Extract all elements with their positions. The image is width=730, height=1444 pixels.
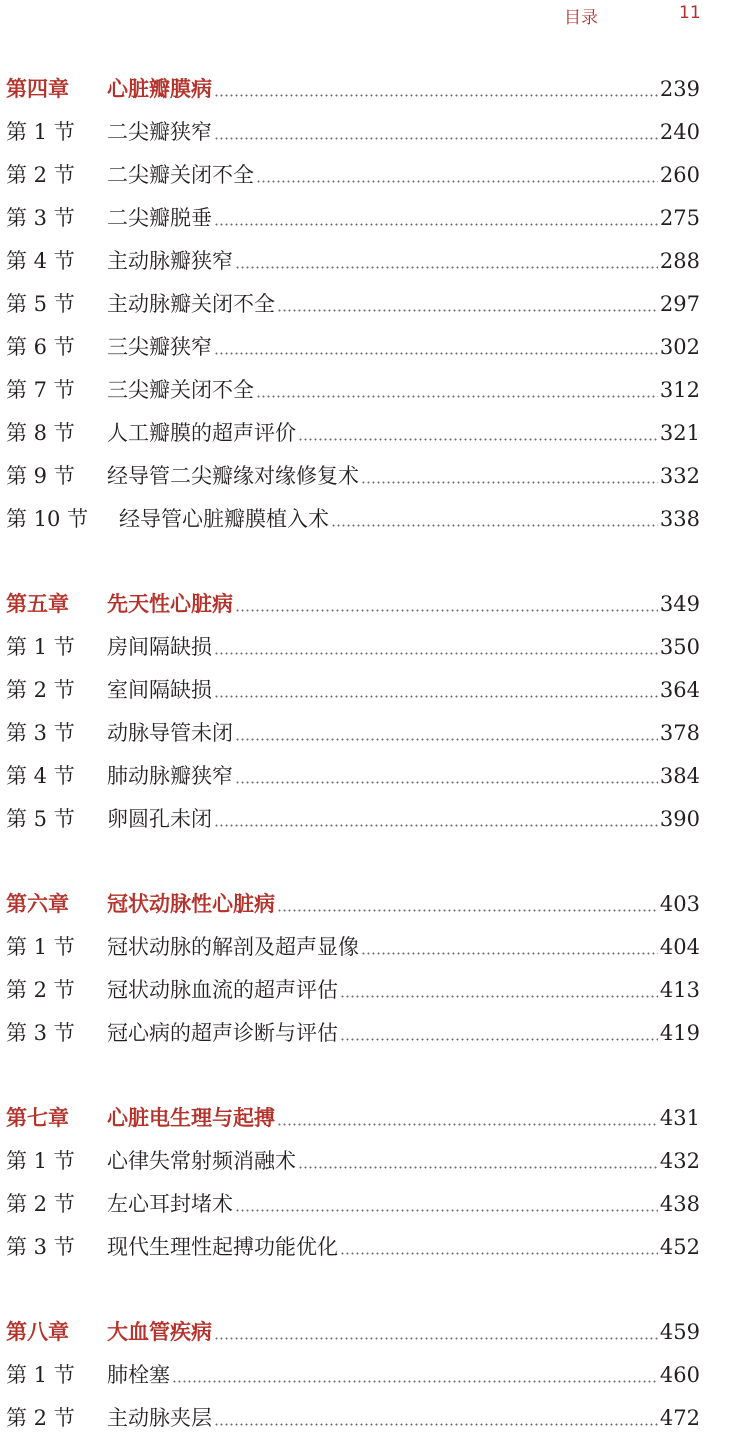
chapter-block bbox=[6, 883, 700, 1055]
dot-leader bbox=[235, 583, 658, 626]
section-page-number: 288 bbox=[659, 249, 700, 273]
section-entry bbox=[6, 498, 700, 541]
section-page-number: 390 bbox=[659, 807, 700, 831]
dot-leader bbox=[331, 498, 658, 541]
section-page-number: 472 bbox=[659, 1406, 700, 1430]
section-number: 第 2 节 bbox=[6, 678, 75, 702]
running-header-page-number: 11 bbox=[679, 3, 701, 23]
section-entry bbox=[6, 755, 700, 798]
chapter-number: 第五章 bbox=[6, 592, 69, 616]
section-title: 经导管二尖瓣缘对缘修复术 bbox=[107, 464, 359, 488]
section-title: 肺栓塞 bbox=[107, 1363, 170, 1387]
section-page-number: 404 bbox=[659, 935, 700, 959]
section-page-number: 438 bbox=[659, 1192, 700, 1216]
section-number: 第 9 节 bbox=[6, 464, 75, 488]
section-entry bbox=[6, 154, 700, 197]
section-number: 第 2 节 bbox=[6, 163, 75, 187]
section-number: 第 3 节 bbox=[6, 1021, 75, 1045]
table-of-contents bbox=[6, 68, 700, 1444]
chapter-title: 心脏电生理与起搏 bbox=[107, 1106, 275, 1130]
section-title: 主动脉夹层 bbox=[107, 1406, 212, 1430]
section-entry bbox=[6, 798, 700, 841]
dot-leader bbox=[340, 1012, 658, 1055]
chapter-entry bbox=[6, 1097, 700, 1140]
chapter-title: 冠状动脉性心脏病 bbox=[107, 892, 275, 916]
section-page-number: 338 bbox=[659, 507, 700, 531]
running-header-title: 目录 bbox=[564, 8, 598, 28]
chapter-block bbox=[6, 1097, 700, 1269]
section-page-number: 384 bbox=[659, 764, 700, 788]
section-title: 二尖瓣狭窄 bbox=[107, 120, 212, 144]
dot-leader bbox=[214, 669, 658, 712]
section-page-number: 240 bbox=[659, 120, 700, 144]
section-number: 第 4 节 bbox=[6, 249, 75, 273]
section-title: 二尖瓣脱垂 bbox=[107, 206, 212, 230]
section-title: 卵圆孔未闭 bbox=[107, 807, 212, 831]
section-number: 第 8 节 bbox=[6, 421, 75, 445]
dot-leader bbox=[214, 1311, 658, 1354]
section-title: 左心耳封堵术 bbox=[107, 1192, 233, 1216]
section-page-number: 260 bbox=[659, 163, 700, 187]
section-number: 第 3 节 bbox=[6, 1235, 75, 1259]
section-entry bbox=[6, 712, 700, 755]
chapter-entry bbox=[6, 883, 700, 926]
section-entry bbox=[6, 412, 700, 455]
section-entry bbox=[6, 240, 700, 283]
section-title: 二尖瓣关闭不全 bbox=[107, 163, 254, 187]
dot-leader bbox=[235, 755, 658, 798]
chapter-number: 第七章 bbox=[6, 1106, 69, 1130]
section-number: 第 7 节 bbox=[6, 378, 75, 402]
section-entry bbox=[6, 455, 700, 498]
chapter-title: 大血管疾病 bbox=[107, 1320, 212, 1344]
dot-leader bbox=[256, 369, 658, 412]
dot-leader bbox=[298, 1140, 658, 1183]
section-number: 第 3 节 bbox=[6, 206, 75, 230]
section-entry bbox=[6, 197, 700, 240]
section-number: 第 3 节 bbox=[6, 721, 75, 745]
section-page-number: 302 bbox=[659, 335, 700, 359]
section-number: 第 5 节 bbox=[6, 292, 75, 316]
dot-leader bbox=[340, 969, 658, 1012]
section-title: 人工瓣膜的超声评价 bbox=[107, 421, 296, 445]
dot-leader bbox=[235, 712, 658, 755]
dot-leader bbox=[277, 883, 658, 926]
chapter-page-number: 431 bbox=[659, 1106, 700, 1130]
section-entry bbox=[6, 669, 700, 712]
section-title: 肺动脉瓣狭窄 bbox=[107, 764, 233, 788]
section-entry bbox=[6, 1012, 700, 1055]
section-entry bbox=[6, 1183, 700, 1226]
dot-leader bbox=[235, 1183, 658, 1226]
section-entry bbox=[6, 1226, 700, 1269]
chapter-entry bbox=[6, 68, 700, 111]
section-entry bbox=[6, 1397, 700, 1440]
section-page-number: 275 bbox=[659, 206, 700, 230]
chapter-block bbox=[6, 583, 700, 841]
dot-leader bbox=[256, 154, 658, 197]
dot-leader bbox=[361, 926, 658, 969]
section-page-number: 350 bbox=[659, 635, 700, 659]
chapter-number: 第四章 bbox=[6, 77, 69, 101]
dot-leader bbox=[277, 283, 658, 326]
dot-leader bbox=[214, 626, 658, 669]
chapter-page-number: 349 bbox=[659, 592, 700, 616]
section-title: 冠心病的超声诊断与评估 bbox=[107, 1021, 338, 1045]
section-page-number: 419 bbox=[659, 1021, 700, 1045]
section-entry bbox=[6, 283, 700, 326]
running-header bbox=[0, 2, 730, 28]
dot-leader bbox=[298, 412, 658, 455]
dot-leader bbox=[214, 68, 658, 111]
section-entry bbox=[6, 326, 700, 369]
section-number: 第 1 节 bbox=[6, 635, 75, 659]
chapter-page-number: 403 bbox=[659, 892, 700, 916]
dot-leader bbox=[361, 455, 658, 498]
section-entry bbox=[6, 969, 700, 1012]
section-title: 三尖瓣关闭不全 bbox=[107, 378, 254, 402]
section-page-number: 312 bbox=[659, 378, 700, 402]
section-title: 室间隔缺损 bbox=[107, 678, 212, 702]
chapter-number: 第八章 bbox=[6, 1320, 69, 1344]
chapter-page-number: 459 bbox=[659, 1320, 700, 1344]
dot-leader bbox=[214, 111, 658, 154]
chapter-entry bbox=[6, 583, 700, 626]
section-number: 第 4 节 bbox=[6, 764, 75, 788]
section-entry bbox=[6, 111, 700, 154]
section-title: 经导管心脏瓣膜植入术 bbox=[119, 507, 329, 531]
section-page-number: 413 bbox=[659, 978, 700, 1002]
section-title: 房间隔缺损 bbox=[107, 635, 212, 659]
section-title: 现代生理性起搏功能优化 bbox=[107, 1235, 338, 1259]
section-number: 第 1 节 bbox=[6, 935, 75, 959]
dot-leader bbox=[214, 798, 658, 841]
section-number: 第 2 节 bbox=[6, 1406, 75, 1430]
section-number: 第 1 节 bbox=[6, 1363, 75, 1387]
section-title: 三尖瓣狭窄 bbox=[107, 335, 212, 359]
section-page-number: 321 bbox=[659, 421, 700, 445]
dot-leader bbox=[340, 1226, 658, 1269]
section-page-number: 364 bbox=[659, 678, 700, 702]
dot-leader bbox=[214, 1397, 658, 1440]
section-number: 第 2 节 bbox=[6, 978, 75, 1002]
section-number: 第 10 节 bbox=[6, 507, 89, 531]
section-title: 冠状动脉的解剖及超声显像 bbox=[107, 935, 359, 959]
dot-leader bbox=[214, 326, 658, 369]
section-number: 第 1 节 bbox=[6, 1149, 75, 1173]
section-entry bbox=[6, 369, 700, 412]
section-page-number: 332 bbox=[659, 464, 700, 488]
section-number: 第 2 节 bbox=[6, 1192, 75, 1216]
section-number: 第 5 节 bbox=[6, 807, 75, 831]
section-entry bbox=[6, 626, 700, 669]
chapter-block bbox=[6, 1311, 700, 1440]
section-title: 主动脉瓣狭窄 bbox=[107, 249, 233, 273]
section-entry bbox=[6, 1354, 700, 1397]
section-title: 心律失常射频消融术 bbox=[107, 1149, 296, 1173]
chapter-number: 第六章 bbox=[6, 892, 69, 916]
section-title: 动脉导管未闭 bbox=[107, 721, 233, 745]
section-number: 第 6 节 bbox=[6, 335, 75, 359]
section-number: 第 1 节 bbox=[6, 120, 75, 144]
section-entry bbox=[6, 926, 700, 969]
chapter-title: 先天性心脏病 bbox=[107, 592, 233, 616]
section-page-number: 378 bbox=[659, 721, 700, 745]
chapter-block bbox=[6, 68, 700, 541]
section-entry bbox=[6, 1140, 700, 1183]
section-title: 主动脉瓣关闭不全 bbox=[107, 292, 275, 316]
dot-leader bbox=[235, 240, 658, 283]
section-title: 冠状动脉血流的超声评估 bbox=[107, 978, 338, 1002]
dot-leader bbox=[172, 1354, 658, 1397]
dot-leader bbox=[277, 1097, 658, 1140]
chapter-page-number: 239 bbox=[659, 77, 700, 101]
section-page-number: 297 bbox=[659, 292, 700, 316]
chapter-entry bbox=[6, 1311, 700, 1354]
section-page-number: 460 bbox=[659, 1363, 700, 1387]
section-page-number: 432 bbox=[659, 1149, 700, 1173]
section-page-number: 452 bbox=[659, 1235, 700, 1259]
dot-leader bbox=[214, 197, 658, 240]
chapter-title: 心脏瓣膜病 bbox=[107, 77, 212, 101]
